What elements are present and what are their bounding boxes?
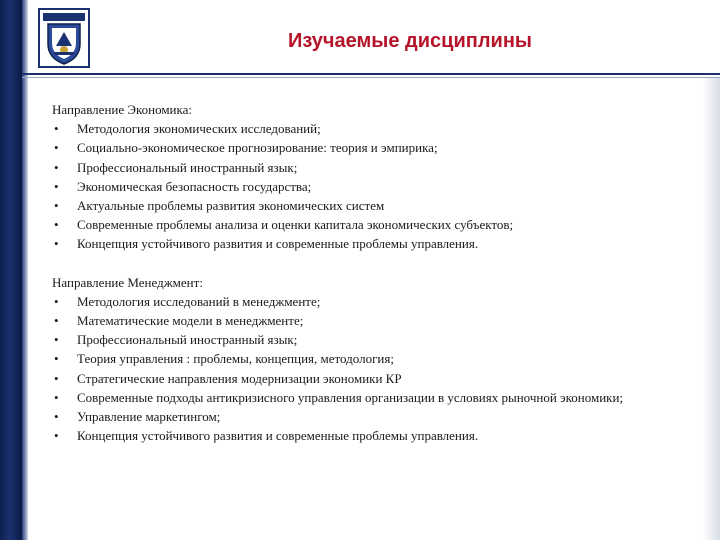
list-item: • Профессиональный иностранный язык; [52, 330, 672, 349]
header-divider [22, 73, 720, 75]
list-item: • Методология экономических исследований; [52, 119, 672, 138]
list-item: • Концепция устойчивого развития и современные проблемы управления. [52, 426, 672, 445]
disciplines-content [52, 100, 672, 445]
list-item: • Математические модели в менеджменте; [52, 311, 672, 330]
list-item: • Социально-экономическое прогнозирование: теория и эмпирика; [52, 138, 672, 157]
discipline-list [52, 119, 672, 253]
left-sidebar-edge [22, 0, 28, 540]
left-sidebar-bar [0, 0, 22, 540]
list-item: • Теория управления : проблемы, концепция, методология; [52, 349, 672, 368]
discipline-list [52, 292, 672, 446]
list-item: • Актуальные проблемы развития экономических систем [52, 196, 672, 215]
university-emblem-icon [38, 8, 90, 68]
section-heading: Направление Менеджмент: [52, 274, 203, 290]
section-heading: Направление Экономика: [52, 102, 193, 117]
list-item: • Стратегические направления модернизации экономики КР [52, 369, 672, 388]
section-economics [52, 100, 672, 254]
list-item: • Концепция устойчивого развития и современные проблемы управления. [52, 234, 672, 253]
list-item: • Современные подходы антикризисного управления организации в условиях рыночной экономики; [52, 388, 672, 407]
page-title: Изучаемые дисциплины [287, 30, 533, 52]
list-item: • Экономическая безопасность государства; [52, 177, 672, 196]
list-item: • Управление маркетингом; [52, 407, 672, 426]
header-divider-thin [22, 77, 720, 78]
section-management [52, 273, 672, 446]
list-item: • Современные проблемы анализа и оценки капитала экономических субъектов; [52, 215, 672, 234]
right-edge-shadow [702, 78, 720, 540]
list-item: • Профессиональный иностранный язык; [52, 158, 672, 177]
list-item: • Методология исследований в менеджменте; [52, 292, 672, 311]
